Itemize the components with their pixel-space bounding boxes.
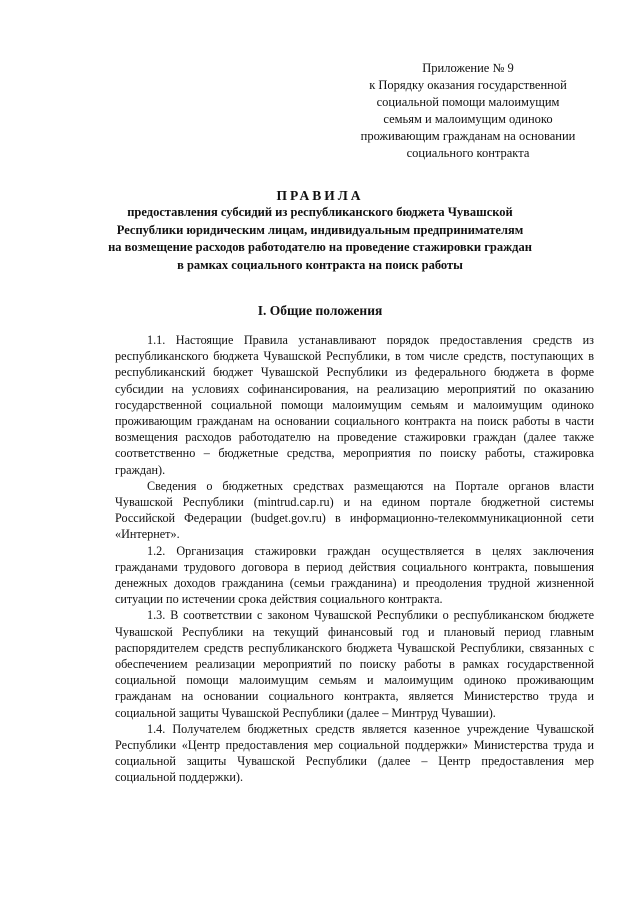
- paragraph-1-1: 1.1. Настоящие Правила устанавливают порядок предоставления средств из республиканского бюджета Чувашской Республики, в том числе средств, поступающих в республиканский бюджет Чувашской Республики из федерального бюджета в форме субсидии на условиях софинансирования, на реализацию мероприятий по оказанию государственной социальной помощи малоимущим семьям и малоимущим одиноко проживающим гражданам на основании социального контракта на поиск работы в части возмещения расходов работодателю на проведение стажировки граждан (далее также соответственно – бюджетные средства, мероприятия по поиску работы, стажировка граждан).: [115, 333, 594, 477]
- appendix-line: семьям и малоимущим одиноко: [383, 112, 553, 126]
- subtitle-line: предоставления субсидий из республиканского бюджета Чувашской: [127, 205, 513, 219]
- paragraph-1-2: 1.2. Организация стажировки граждан осуществляется в целях заключения гражданами трудового договора в период действия социального контракта, повышения денежных доходов гражданина (семьи гражданина) и преодоления трудной жизненной ситуации по истечении срока действия социального контракта.: [115, 543, 594, 607]
- subtitle-line: Республики юридическим лицам, индивидуальным предпринимателям: [116, 222, 524, 237]
- document-body: [115, 332, 594, 786]
- subtitle-line: в рамках социального контракта на поиск работы: [177, 257, 463, 272]
- appendix-note: [340, 60, 596, 162]
- section-heading: I. Общие положения: [257, 303, 383, 318]
- document-subtitle: [80, 204, 560, 274]
- paragraph-1-4: 1.4. Получателем бюджетных средств является казенное учреждение Чувашской Республики «Центр предоставления мер социальной поддержки» Министерства труда и социальной защиты Чувашской Республики (далее – Центр предоставления мер социальной поддержки).: [115, 721, 594, 785]
- appendix-line: проживающим гражданам на основании: [360, 129, 576, 143]
- paragraph-1-3: 1.3. В соответствии с законом Чувашской Республики о республиканском бюджете Чувашской Республики на текущий финансовый год и плановый период главным распорядителем средств республиканского бюджета Чувашской Республики, связанных с обеспечением реализации мероприятий по поиску работы в рамках государственной социальной помощи малоимущим семьям и малоимущим одиноко проживающим гражданам на основании социального контракта, является Министерство труда и социальной защиты Чувашской Республики (далее – Минтруд Чувашии).: [115, 608, 594, 720]
- appendix-line: социального контракта: [406, 146, 530, 160]
- paragraph-1-1-info: Сведения о бюджетных средствах размещаются на Портале органов власти Чувашской Республики (mintrud.cap.ru) и на едином портале бюджетной системы Российской Федерации (budget.gov.ru) в информационно-телекоммуникационной сети «Интернет».: [115, 478, 594, 542]
- subtitle-line: на возмещение расходов работодателю на проведение стажировки граждан: [108, 240, 532, 254]
- appendix-line: социальной помощи малоимущим: [376, 95, 560, 109]
- document-title: ПРАВИЛА: [276, 188, 364, 203]
- appendix-line: Приложение № 9: [422, 61, 514, 75]
- appendix-line: к Порядку оказания государственной: [369, 78, 567, 92]
